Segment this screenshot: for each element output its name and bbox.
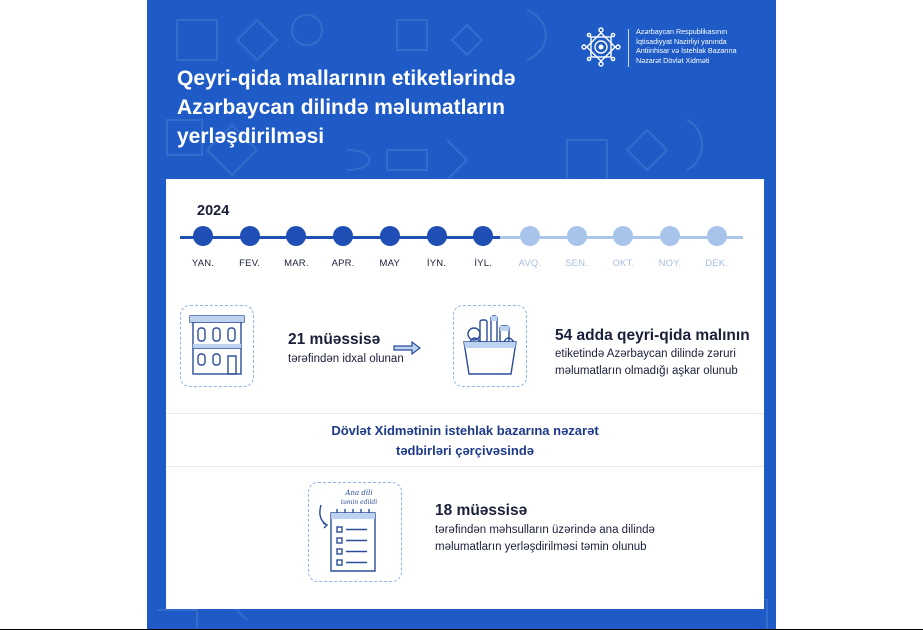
timeline-dot bbox=[473, 226, 493, 246]
shopping-bag-icon bbox=[454, 306, 526, 386]
timeline-month bbox=[180, 226, 226, 269]
timeline-dot bbox=[520, 226, 540, 246]
timeline-month-label: MAY bbox=[379, 258, 401, 269]
timeline-month bbox=[414, 226, 460, 269]
timeline-month-label: SEN. bbox=[565, 258, 589, 269]
fixed-description bbox=[435, 522, 655, 556]
arrow-right-icon bbox=[392, 341, 422, 355]
timeline-month-label: DEK. bbox=[705, 258, 729, 269]
timeline-dot bbox=[427, 226, 447, 246]
timeline-month-label: YAN. bbox=[191, 258, 215, 269]
timeline-dot bbox=[286, 226, 306, 246]
context-band bbox=[166, 413, 764, 467]
timeline-month bbox=[507, 226, 553, 269]
context-text-line: tədbirləri çərçivəsində bbox=[395, 443, 534, 458]
agency-name-line: Azərbaycan Respublikasının bbox=[636, 27, 728, 36]
ornament-emblem-icon bbox=[581, 27, 621, 67]
fixed-count: 18 müəssisə bbox=[435, 502, 528, 519]
checklist-notepad-icon bbox=[309, 483, 401, 581]
note-label-line: təmin edildi bbox=[340, 499, 378, 506]
timeline-month-label: OKT. bbox=[612, 258, 635, 269]
timeline-month-label: İYL. bbox=[474, 258, 493, 269]
timeline-dot bbox=[240, 226, 260, 246]
title-line: Azərbaycan dilində məlumatların bbox=[177, 96, 505, 119]
agency-name-line: İqtisadiyyat Nazirliyi yanında bbox=[636, 36, 727, 46]
timeline-dot bbox=[660, 226, 680, 246]
title-line: Qeyri-qida mallarının etiketlərində bbox=[177, 67, 516, 90]
timeline-dot bbox=[333, 226, 353, 246]
products-description-line: məlumatların olmadığı aşkar olunub bbox=[555, 365, 738, 377]
products-count: 54 adda qeyri-qida malının bbox=[555, 327, 750, 344]
timeline-month bbox=[694, 226, 740, 269]
timeline-month-label: AVQ. bbox=[518, 258, 542, 269]
importers-description bbox=[288, 351, 404, 368]
fixed-icon-frame bbox=[308, 482, 402, 582]
timeline-month bbox=[600, 226, 646, 269]
products-icon-frame bbox=[453, 305, 527, 387]
products-description-line: etiketində Azərbaycan dilində zəruri bbox=[555, 348, 736, 360]
title-line: yerləşdirilməsi bbox=[177, 125, 325, 148]
note-label-line: Ana dili bbox=[345, 489, 373, 497]
infographic-poster bbox=[147, 0, 776, 630]
context-text-line: Dövlət Xidmətinin istehlak bazarına nəzarət bbox=[331, 423, 599, 438]
timeline-month bbox=[320, 226, 366, 269]
timeline-month bbox=[273, 226, 319, 269]
timeline-month bbox=[554, 226, 600, 269]
timeline-dot bbox=[380, 226, 400, 246]
importers-count: 21 müəssisə bbox=[288, 331, 381, 348]
timeline-month-label: APR. bbox=[331, 258, 355, 269]
page-title bbox=[177, 64, 557, 151]
agency-logo bbox=[581, 27, 766, 67]
timeline-dot bbox=[193, 226, 213, 246]
fixed-description-line: tərəfindən məhsulların üzərində ana dilində bbox=[435, 524, 655, 536]
agency-name-line: Nəzarət Dövlət Xidməti bbox=[636, 55, 710, 65]
timeline-month bbox=[367, 226, 413, 269]
timeline-month bbox=[227, 226, 273, 269]
logo-divider bbox=[628, 29, 629, 67]
timeline-dot bbox=[707, 226, 727, 246]
timeline-month bbox=[460, 226, 506, 269]
importers-description-line: tərəfindən idxal olunan bbox=[288, 353, 404, 365]
context-text bbox=[166, 421, 764, 461]
timeline-month-label: İYN. bbox=[426, 258, 447, 269]
fixed-description-line: məlumatların yerləşdirilməsi təmin olunub bbox=[435, 541, 647, 553]
importers-icon-frame bbox=[180, 305, 254, 387]
timeline-month-label: NOY. bbox=[658, 258, 682, 269]
timeline-month-label: MAR. bbox=[284, 258, 309, 269]
agency-name-line: Antiinhisar və İstehlak Bazarına bbox=[636, 46, 737, 56]
timeline-month-label: FEV. bbox=[239, 258, 261, 269]
timeline-year: 2024 bbox=[197, 203, 230, 219]
timeline-dot bbox=[567, 226, 587, 246]
products-description bbox=[555, 346, 738, 380]
building-icon bbox=[181, 306, 253, 386]
timeline-dot bbox=[613, 226, 633, 246]
agency-name bbox=[636, 27, 737, 65]
content-card bbox=[166, 179, 764, 609]
timeline-month bbox=[647, 226, 693, 269]
